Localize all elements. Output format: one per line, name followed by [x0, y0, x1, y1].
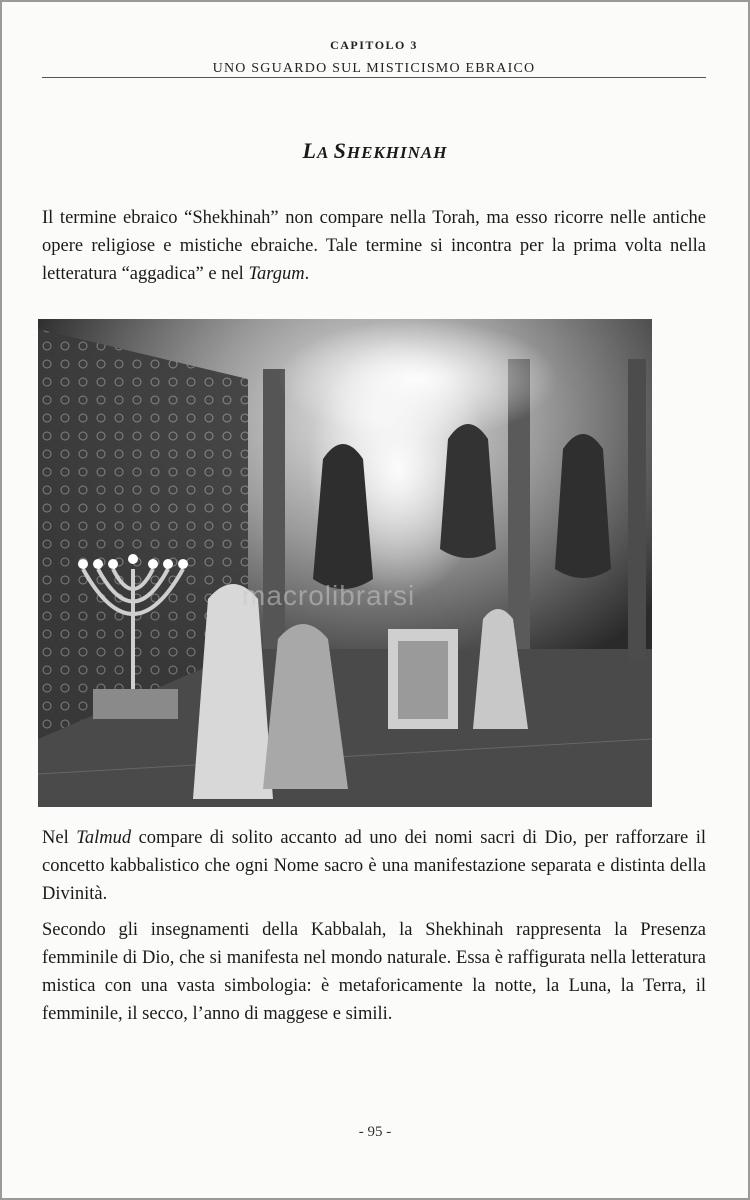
paragraph-intro: [42, 204, 706, 288]
section-title: [2, 138, 748, 164]
paragraph-kabbalah: Secondo gli insegnamenti della Kabbalah, la Shekhinah rappresenta la Presenza femminile di Dio, che si manifesta nel mondo naturale. Essa è raffigurata nella letteratura mistica con una vasta simbologia: è metaforicamente la notte, la Luna, la Terra, il femminile, il secco, l’anno di maggese e simili.: [42, 920, 706, 1024]
paragraph-intro-emphasis: Targum: [248, 264, 305, 284]
chapter-subtitle: UNO SGUARDO SUL MISTICISMO EBRAICO: [212, 61, 536, 76]
chapter-label: CAPITOLO 3: [330, 38, 418, 52]
paragraph-talmud-emphasis: Talmud: [76, 828, 132, 848]
title-initial-b: S: [333, 138, 347, 163]
paragraph-talmud: [42, 824, 706, 908]
paragraph-intro-text: Il termine ebraico “Shekhinah” non compare nella Torah, ma esso ricorre nelle antiche opere religiose e mistiche ebraiche. Tale termine si incontra per la prima volta nella letteratura “aggadica” e nel: [42, 208, 706, 284]
paragraph-talmud-start: Nel: [42, 828, 77, 848]
page-number: - 95 -: [358, 1124, 392, 1140]
watermark-text: macrolibrarsi: [242, 580, 416, 611]
engraving-image: [38, 319, 652, 807]
running-header: [42, 38, 706, 77]
title-initial: L: [302, 138, 317, 163]
illustration-temple: [38, 319, 652, 807]
title-part-a: A: [316, 143, 334, 162]
header-divider: [42, 77, 706, 78]
paragraph-intro-end: .: [304, 264, 310, 284]
title-part-b: HEKHINAH: [346, 143, 448, 162]
paragraph-talmud-text: compare di solito accanto ad uno dei nomi sacri di Dio, per rafforzare il concetto kabbalistico che ogni Nome sacro è una manifestazione separata e distinta della Divinità.: [42, 828, 706, 904]
